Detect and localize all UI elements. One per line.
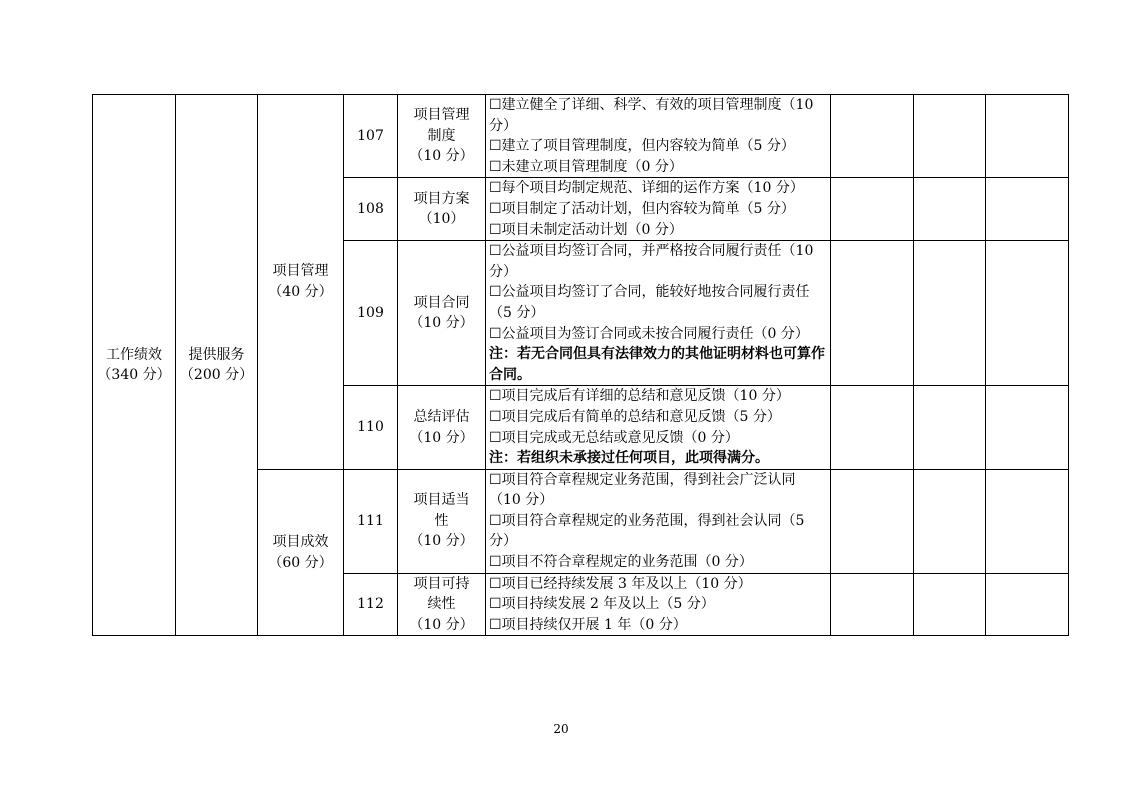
criteria-option: ☐项目不符合章程规定的业务范围（0 分）: [489, 554, 753, 571]
empty-cell: [986, 95, 1069, 178]
criteria-option: ☐项目持续仅开展 1 年（0 分）: [489, 616, 687, 633]
empty-cell: [914, 469, 986, 573]
criteria-option: ☐项目符合章程规定的业务范围，得到社会认同（5 分）: [489, 512, 805, 550]
criteria-option: ☐建立了项目管理制度，但内容较为简单（5 分）: [489, 138, 795, 155]
empty-cell: [914, 386, 986, 469]
criteria-option: ☐项目完成或无总结或意见反馈（0 分）: [489, 429, 739, 446]
item-cell: [398, 386, 486, 469]
row-number: 110: [344, 386, 398, 469]
empty-cell: [914, 95, 986, 178]
criteria-cell: [486, 573, 831, 636]
group-name: 项目成效: [272, 533, 329, 550]
item-score: （10 分）: [409, 148, 474, 165]
empty-cell: [831, 469, 914, 573]
criteria-option: ☐项目完成后有简单的总结和意见反馈（5 分）: [489, 408, 781, 425]
empty-cell: [986, 469, 1069, 573]
item-name-line: 项目适当: [413, 492, 470, 509]
level1-name: 工作绩效: [106, 346, 162, 363]
page-number: 20: [553, 722, 569, 736]
item-score: （10 分）: [409, 315, 474, 332]
item-name-line: 项目合同: [413, 294, 470, 311]
group-cell: [258, 469, 344, 636]
criteria-option: ☐项目已经持续发展 3 年及以上（10 分）: [489, 575, 752, 592]
empty-cell: [986, 241, 1069, 386]
criteria-option: ☐公益项目均签订合同，并严格按合同履行责任（10 分）: [489, 243, 814, 280]
empty-cell: [914, 241, 986, 386]
criteria-option: ☐项目未制定活动计划（0 分）: [489, 221, 683, 238]
empty-cell: [914, 573, 986, 636]
level2-name: 提供服务: [188, 346, 245, 363]
criteria-option: ☐未建立项目管理制度（0 分）: [489, 158, 683, 175]
criteria-note: 注：若组织未承接过任何项目，此项得满分。: [489, 450, 769, 467]
criteria-note: 注：若无合同但具有法律效力的其他证明材料也可算作合同。: [489, 346, 825, 383]
item-score: （10 分）: [409, 616, 474, 633]
item-cell: [398, 241, 486, 386]
level1-cell: [93, 95, 176, 636]
criteria-option: ☐建立健全了详细、科学、有效的项目管理制度（10 分）: [489, 97, 814, 134]
item-name-line: 续性: [427, 596, 456, 613]
table-row: [93, 95, 1069, 178]
item-cell: [398, 178, 486, 241]
item-score: （10 分）: [409, 429, 474, 446]
group-score: （40 分）: [268, 283, 333, 300]
criteria-option: ☐每个项目均制定规范、详细的运作方案（10 分）: [489, 180, 804, 197]
level2-score: （200 分）: [179, 367, 254, 384]
item-name-line: 性: [434, 512, 449, 529]
row-number: 112: [344, 573, 398, 636]
criteria-option: ☐项目持续发展 2 年及以上（5 分）: [489, 596, 715, 613]
criteria-option: ☐公益项目为签订合同或未按合同履行责任（0 分）: [489, 325, 809, 342]
empty-cell: [831, 241, 914, 386]
level1-score: （340 分）: [97, 367, 171, 384]
group-cell: [258, 95, 344, 470]
item-name-line: 项目管理: [413, 107, 470, 124]
row-number: 111: [344, 469, 398, 573]
item-name-line: 项目可持: [413, 575, 470, 592]
evaluation-table: [92, 94, 1069, 636]
item-cell: [398, 573, 486, 636]
criteria-cell: [486, 95, 831, 178]
criteria-option: ☐公益项目均签订了合同，能较好地按合同履行责任（5 分）: [489, 284, 810, 321]
empty-cell: [831, 95, 914, 178]
criteria-option: ☐项目完成后有详细的总结和意见反馈（10 分）: [489, 388, 790, 405]
criteria-cell: [486, 178, 831, 241]
empty-cell: [831, 386, 914, 469]
group-score: （60 分）: [268, 554, 333, 571]
item-name-line: 总结评估: [413, 408, 470, 425]
criteria-cell: [486, 469, 831, 573]
row-number: 107: [344, 95, 398, 178]
criteria-option: ☐项目符合章程规定业务范围，得到社会广泛认同（10 分）: [489, 471, 796, 509]
level2-cell: [176, 95, 258, 636]
item-name-line: 项目方案: [413, 190, 470, 207]
empty-cell: [986, 178, 1069, 241]
item-name-line: 制度: [427, 127, 456, 144]
criteria-cell: [486, 386, 831, 469]
row-number: 109: [344, 241, 398, 386]
empty-cell: [986, 386, 1069, 469]
empty-cell: [914, 178, 986, 241]
item-cell: [398, 95, 486, 178]
item-score: （10）: [418, 211, 465, 228]
empty-cell: [831, 573, 914, 636]
item-score: （10 分）: [409, 533, 474, 550]
criteria-option: ☐项目制定了活动计划，但内容较为简单（5 分）: [489, 200, 795, 217]
empty-cell: [831, 178, 914, 241]
row-number: 108: [344, 178, 398, 241]
empty-cell: [986, 573, 1069, 636]
item-cell: [398, 469, 486, 573]
criteria-cell: [486, 241, 831, 386]
group-name: 项目管理: [272, 263, 329, 280]
